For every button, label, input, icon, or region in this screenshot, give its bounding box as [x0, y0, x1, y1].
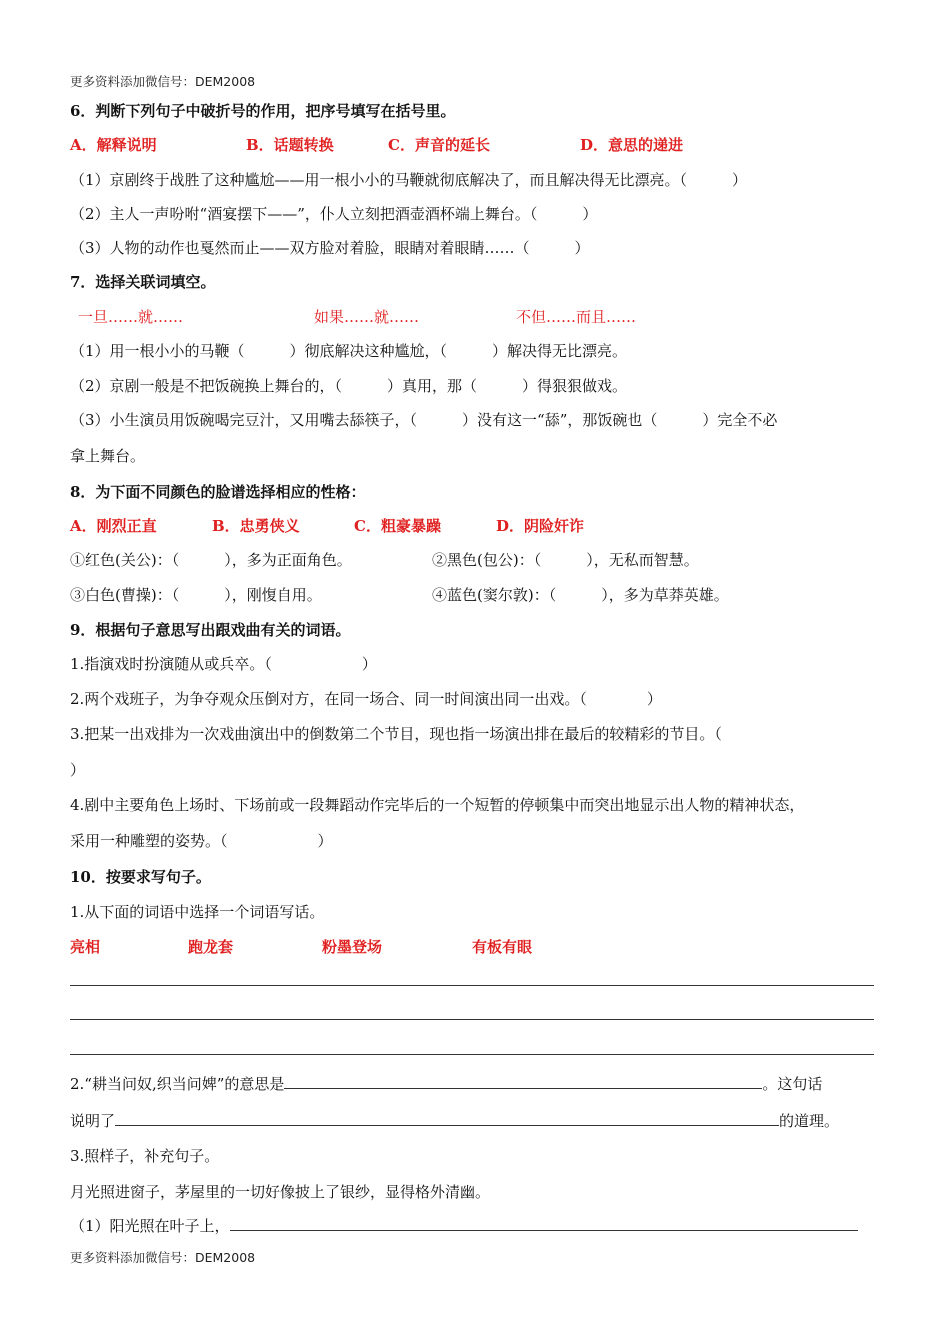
q7-item-3: （3）小生演员用饭碗喝完豆汁，又用嘴去舔筷子，（ ）没有这一“舔”，那饭碗也（ ）完全不必	[70, 411, 778, 429]
q10-sub-2-prefix: 2.“耕当问奴,织当问婢”的意思是	[70, 1075, 285, 1093]
q10-sub-2-line2-prefix: 说明了	[70, 1112, 116, 1130]
q10-sub-2-line2	[70, 1111, 839, 1131]
q10-word-3: 粉墨登场	[322, 938, 383, 956]
q10-item-1	[70, 1216, 858, 1236]
q10-sub-2-line2-blank[interactable]	[115, 1111, 779, 1126]
q9-item-2: 2.两个戏班子，为争夺观众压倒对方，在同一场合、同一时间演出同一出戏。（ ）	[70, 690, 662, 708]
q8-item-white: ③白色(曹操)：（ ），刚愎自用。	[70, 586, 322, 604]
q8-item-black: ②黑色(包公)：（ ），无私而智慧。	[432, 551, 699, 569]
q10-sub-2-suffix: 。这句话	[762, 1075, 823, 1093]
q9-item-1: 1.指演戏时扮演随从或兵卒。（ ）	[70, 655, 377, 673]
q8-item-red: ①红色(关公)：（ ），多为正面角色。	[70, 551, 352, 569]
q8-option-c: C．粗豪暴躁	[354, 517, 441, 535]
q7-option-2: 如果……就……	[314, 308, 420, 326]
q9-item-3-cont: ）	[70, 761, 86, 779]
page-footer: 更多资料添加微信号：DEM2008	[70, 1250, 256, 1265]
q8-option-a: A．刚烈正直	[70, 517, 157, 535]
q10-word-4: 有板有眼	[472, 938, 533, 956]
writing-line-2[interactable]	[70, 1019, 874, 1020]
writing-line-1[interactable]	[70, 985, 874, 986]
question-10-title: 10．按要求写句子。	[70, 868, 211, 886]
q10-sub-3: 3.照样子，补充句子。	[70, 1147, 220, 1165]
question-6-title: 6．判断下列句子中破折号的作用，把序号填写在括号里。	[70, 102, 456, 120]
q10-word-1: 亮相	[70, 938, 101, 956]
q10-item-1-blank[interactable]	[230, 1216, 858, 1231]
q10-item-1-prefix: （1）阳光照在叶子上，	[70, 1217, 230, 1235]
question-8-title: 8．为下面不同颜色的脸谱选择相应的性格：	[70, 483, 366, 501]
writing-line-3[interactable]	[70, 1054, 874, 1055]
q10-sub-2	[70, 1074, 822, 1094]
q10-sub-1: 1.从下面的词语中选择一个词语写话。	[70, 903, 325, 921]
q7-item-2: （2）京剧一般是不把饭碗换上舞台的，（ ）真用，那（ ）得狠狠做戏。	[70, 377, 628, 395]
q9-item-4-cont: 采用一种雕塑的姿势。（ ）	[70, 832, 333, 850]
q8-option-b: B．忠勇侠义	[212, 517, 300, 535]
q7-option-1: 一旦……就……	[78, 308, 184, 326]
q7-option-3: 不但……而且……	[516, 308, 637, 326]
q6-item-1: （1）京剧终于战胜了这种尴尬——用一根小小的马鞭就彻底解决了，而且解决得无比漂亮。（ ）	[70, 171, 748, 189]
q6-item-2: （2）主人一声吩咐“酒宴摆下——”，仆人立刻把酒壶酒杯端上舞台。（ ）	[70, 205, 598, 223]
q10-sub-2-line2-suffix: 的道理。	[779, 1112, 840, 1130]
q6-option-b: B．话题转换	[246, 136, 334, 154]
q6-option-a: A．解释说明	[70, 136, 157, 154]
question-7-title: 7．选择关联词填空。	[70, 273, 216, 291]
q8-item-blue: ④蓝色(窦尔敦)：（ ），多为草莽英雄。	[432, 586, 729, 604]
q9-item-4: 4.剧中主要角色上场时、下场前或一段舞蹈动作完毕后的一个短暂的停顿集中而突出地显示出人物的精神状态，	[70, 796, 805, 814]
q10-sub-2-blank[interactable]	[284, 1074, 762, 1089]
q8-option-d: D．阴险奸诈	[496, 517, 585, 535]
q10-word-2: 跑龙套	[188, 938, 234, 956]
q6-option-c: C．声音的延长	[388, 136, 490, 154]
q10-example: 月光照进窗子，茅屋里的一切好像披上了银纱，显得格外清幽。	[70, 1183, 491, 1201]
q6-item-3: （3）人物的动作也戛然而止——双方脸对着脸，眼睛对着眼睛……（ ）	[70, 239, 590, 257]
q7-item-3-cont: 拿上舞台。	[70, 447, 146, 465]
page-header: 更多资料添加微信号：DEM2008	[70, 74, 256, 89]
q7-item-1: （1）用一根小小的马鞭（ ）彻底解决这种尴尬，（ ）解决得无比漂亮。	[70, 342, 628, 360]
question-9-title: 9．根据句子意思写出跟戏曲有关的词语。	[70, 621, 351, 639]
q6-option-d: D．意思的递进	[580, 136, 684, 154]
q9-item-3: 3.把某一出戏排为一次戏曲演出中的倒数第二个节目，现也指一场演出排在最后的较精彩的节目。（	[70, 725, 722, 743]
